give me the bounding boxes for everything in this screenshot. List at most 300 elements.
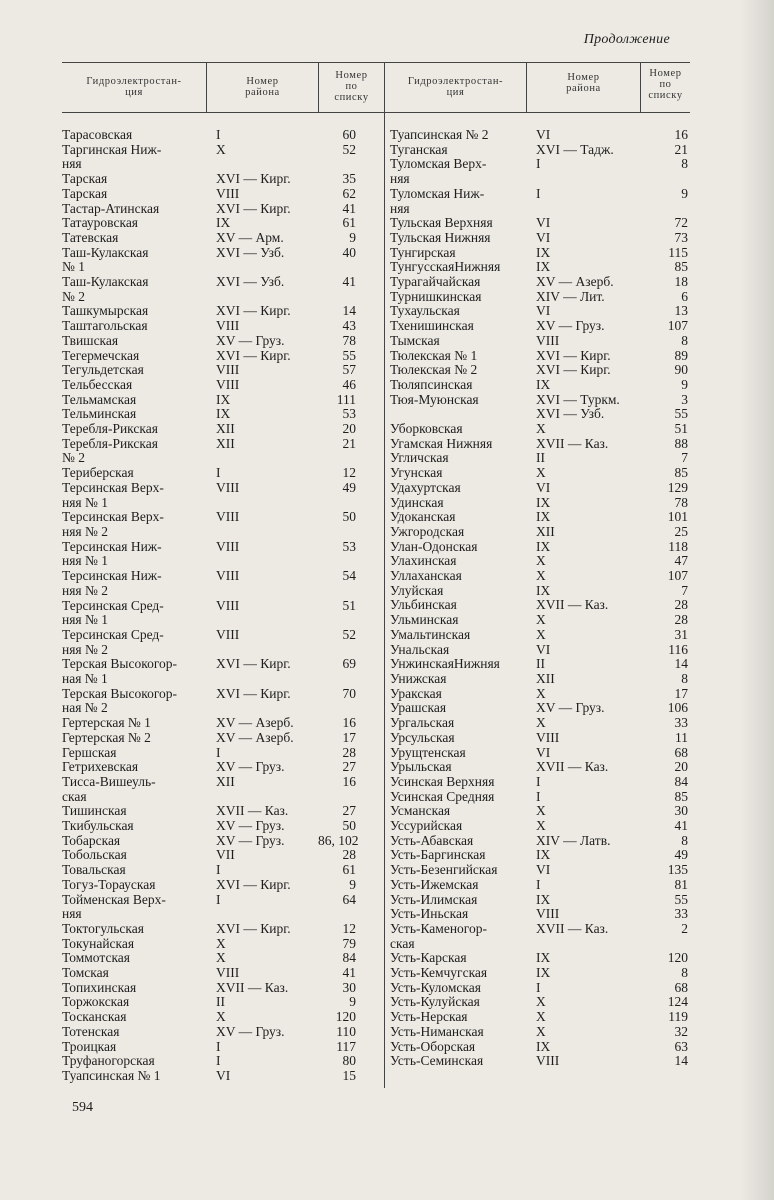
district-number: XVII — Каз. (216, 803, 289, 819)
station-name: Тосканская (62, 1009, 127, 1025)
station-name: Усть-Ижемская (390, 876, 479, 892)
table-row (390, 951, 690, 966)
table-row (390, 981, 690, 996)
district-number: VI (536, 303, 551, 319)
station-name: Тойменская Верх- няя (62, 891, 166, 922)
district-number: VIII (216, 626, 240, 642)
station-name: ТунгусскаяНижняя (390, 259, 501, 275)
table-row (62, 804, 362, 819)
list-number: 8 (681, 832, 688, 848)
district-number: XVI — Кирг. (536, 362, 611, 378)
list-number: 43 (342, 318, 356, 334)
station-name: Ульминская (390, 612, 459, 628)
table-row (62, 775, 362, 804)
district-number: X (536, 685, 546, 701)
table-row (390, 584, 690, 599)
table-row (62, 760, 362, 775)
list-number: 89 (674, 347, 688, 363)
table-row (62, 481, 362, 510)
list-number: 3 (681, 391, 688, 407)
list-number: 118 (668, 538, 688, 554)
table-row (390, 878, 690, 893)
table-row (62, 216, 362, 231)
list-number: 8 (681, 965, 688, 981)
table-row (390, 349, 690, 364)
table-row (390, 966, 690, 981)
district-number: VIII (216, 965, 240, 981)
district-number: VIII (536, 729, 560, 745)
station-name: Уборковская (390, 421, 463, 437)
table-row (390, 393, 690, 408)
station-name: Тымская (390, 332, 440, 348)
list-number: 49 (342, 479, 356, 495)
station-name: Токтогульская (62, 920, 144, 936)
district-number: VI (536, 229, 551, 245)
district-number: VIII (216, 362, 240, 378)
district-number: XVI — Туркм. (536, 391, 620, 407)
table-row (62, 378, 362, 393)
list-number: 7 (681, 582, 688, 598)
district-number: XVII — Каз. (536, 759, 609, 775)
list-number: 78 (674, 494, 688, 510)
table-row (390, 466, 690, 481)
list-number: 9 (349, 994, 356, 1010)
district-number: VI (536, 215, 551, 231)
station-name: Терсинская Верх- няя № 1 (62, 479, 164, 510)
list-number: 17 (674, 685, 688, 701)
table-row (62, 128, 362, 143)
district-number: II (536, 656, 545, 672)
district-number: IX (536, 965, 551, 981)
table-row (390, 451, 690, 466)
station-name: Тарская (62, 171, 108, 187)
station-name: Усть-Кулуйская (390, 994, 480, 1010)
station-name: Тюя-Муюнская (390, 391, 479, 407)
station-name: Гертерская № 1 (62, 715, 151, 731)
station-name: Туломская Верх- няя (390, 156, 487, 187)
station-name: Тишинская (62, 803, 127, 819)
table-row (390, 687, 690, 702)
district-number: VIII (216, 538, 240, 554)
station-name: Таш-Кулакская № 1 (62, 244, 149, 275)
list-number: 20 (342, 421, 356, 437)
table-row (390, 672, 690, 687)
district-number: XII (536, 523, 555, 539)
list-number: 14 (674, 1053, 688, 1069)
district-number: X (536, 421, 546, 437)
table-row (390, 260, 690, 275)
district-number: X (536, 715, 546, 731)
district-number: XVI — Кирг. (216, 200, 291, 216)
station-name: Угличская (390, 450, 449, 466)
district-number: XVI — Кирг. (536, 347, 611, 363)
table-row (390, 246, 690, 261)
district-number: XV — Азерб. (536, 274, 614, 290)
station-name: Троицкая (62, 1038, 117, 1054)
district-number: X (536, 612, 546, 628)
table-row (62, 1054, 362, 1069)
district-number: II (536, 450, 545, 466)
list-number: 88 (674, 435, 688, 451)
station-name: Тюляпсинская (390, 376, 473, 392)
table-row (62, 893, 362, 922)
district-number: X (536, 553, 546, 569)
district-number: X (216, 1009, 226, 1025)
station-name: Улахинская (390, 553, 457, 569)
table-row (390, 231, 690, 246)
district-number: X (536, 1009, 546, 1025)
district-number: XVI — Кирг. (216, 303, 291, 319)
table-row (62, 510, 362, 539)
station-name: Усть-Карская (390, 950, 467, 966)
list-number: 14 (674, 656, 688, 672)
station-name: Таш-Кулакская № 2 (62, 274, 149, 304)
table-row (62, 981, 362, 996)
table-row (390, 598, 690, 613)
list-number: 81 (674, 876, 688, 892)
station-name: Усманская (390, 803, 451, 819)
table-row (390, 304, 690, 319)
district-number: IX (536, 259, 551, 275)
district-number: XV — Груз. (216, 759, 285, 775)
table-row (62, 349, 362, 364)
list-number: 25 (674, 523, 688, 539)
station-name: Туганская (390, 141, 448, 157)
table-row (390, 995, 690, 1010)
district-number: XVI — Тадж. (536, 141, 614, 157)
table-row (390, 731, 690, 746)
station-name: Ульбинская (390, 597, 457, 613)
district-number: VIII (216, 479, 240, 495)
table-row (62, 172, 362, 187)
list-number: 68 (674, 744, 688, 760)
district-number: IX (536, 494, 551, 510)
list-number: 47 (674, 553, 688, 569)
table-row (62, 878, 362, 893)
list-number: 57 (342, 362, 356, 378)
district-number: I (536, 876, 541, 892)
district-number: I (536, 773, 541, 789)
station-name: Ургальская (390, 715, 455, 731)
station-name: Татевская (62, 229, 119, 245)
list-number: 85 (674, 788, 688, 804)
district-number: XVI — Кирг. (216, 876, 291, 892)
district-number: I (216, 465, 221, 481)
list-number: 61 (342, 215, 356, 231)
table-row (390, 422, 690, 437)
district-number: VIII (216, 509, 240, 525)
station-name: Турнишкинская (390, 288, 482, 304)
list-number: 78 (342, 332, 356, 348)
district-number: X (536, 803, 546, 819)
table-row (62, 231, 362, 246)
list-number: 16 (342, 773, 356, 789)
list-number: 32 (674, 1023, 688, 1039)
district-number: I (536, 185, 541, 201)
page-number: 594 (72, 1100, 93, 1115)
district-number: X (536, 994, 546, 1010)
district-number: XV — Груз. (216, 818, 285, 834)
table-row (390, 1040, 690, 1055)
district-number: VIII (536, 1053, 560, 1069)
station-name: Уссурийская (390, 818, 463, 834)
district-number: VIII (216, 568, 240, 584)
station-name: Тастар-Атинская (62, 200, 160, 216)
list-number: 41 (342, 200, 356, 216)
station-name: Турагайчайская (390, 274, 481, 290)
table-row (62, 246, 362, 275)
list-number: 69 (342, 656, 356, 672)
table-row (390, 319, 690, 334)
district-number: VIII (536, 332, 560, 348)
table-row (390, 216, 690, 231)
station-name: Териберская (62, 465, 134, 481)
list-number: 51 (342, 597, 356, 613)
station-name: Усть-Ниманская (390, 1023, 484, 1039)
list-number: 9 (349, 876, 356, 892)
list-number: 2 (681, 920, 688, 936)
list-number: 70 (342, 685, 356, 701)
station-name: Улуйская (390, 582, 444, 598)
district-number: XVI — Кирг. (216, 920, 291, 936)
list-number: 30 (342, 979, 356, 995)
table-row (390, 701, 690, 716)
district-number: VIII (216, 376, 240, 392)
list-number: 46 (342, 376, 356, 392)
station-name: Терсинская Сред- няя № 2 (62, 626, 164, 657)
station-name: Тельмамская (62, 391, 137, 407)
list-number: 107 (667, 568, 688, 584)
district-number: IX (536, 847, 551, 863)
station-name: Туапсинская № 2 (390, 127, 489, 142)
list-number: 53 (342, 406, 356, 422)
district-number: VIII (216, 318, 240, 334)
list-number: 52 (342, 626, 356, 642)
station-name: Усть-Семинская (390, 1053, 484, 1069)
list-number: 117 (336, 1038, 356, 1054)
list-number: 16 (342, 715, 356, 731)
list-number: 7 (681, 450, 688, 466)
table-row (390, 481, 690, 496)
district-number: IX (536, 376, 551, 392)
table-row (390, 378, 690, 393)
list-number: 27 (342, 759, 356, 775)
station-name: Умальтинская (390, 626, 471, 642)
station-name: Тхенишинская (390, 318, 474, 334)
table-row (62, 363, 362, 378)
list-number: 55 (342, 347, 356, 363)
station-name: Таргинская Ниж- няя (62, 141, 162, 172)
station-name: Терская Высокогор- ная № 2 (62, 685, 178, 716)
station-name: Усть-Каменогор- ская (390, 920, 488, 951)
station-name: Ташкумырская (62, 303, 149, 319)
list-number: 28 (342, 847, 356, 863)
district-number: XII (216, 421, 235, 437)
district-number: XII (536, 671, 555, 686)
station-name: Усть-Илимская (390, 891, 478, 907)
table-row (390, 407, 690, 422)
station-name: Торжокская (62, 994, 130, 1010)
station-name: Туломская Ниж- няя (390, 185, 485, 216)
district-number: X (536, 1023, 546, 1039)
list-number: 28 (342, 744, 356, 760)
station-name: Уракская (390, 685, 442, 701)
station-name: Гертерская № 2 (62, 729, 151, 745)
table-row (62, 966, 362, 981)
table-row (390, 746, 690, 761)
station-name: Топихинская (62, 979, 137, 995)
list-number: 28 (674, 597, 688, 613)
station-name: Гершская (62, 744, 117, 760)
district-number: XVII — Каз. (536, 597, 609, 613)
list-number: 21 (342, 435, 356, 451)
table-row (390, 334, 690, 349)
district-number: I (216, 862, 221, 878)
table-row (390, 893, 690, 908)
station-name: Урущтенская (390, 744, 466, 760)
header-top-rule (62, 62, 690, 63)
district-number: XIV — Латв. (536, 832, 611, 848)
page-fold-shadow (740, 0, 774, 1200)
table-row (390, 143, 690, 158)
district-number: XV — Груз. (536, 318, 605, 334)
table-row (390, 157, 690, 186)
station-name: Тогуз-Торауская (62, 876, 156, 892)
table-row (62, 863, 362, 878)
left-column (62, 128, 362, 1084)
table-row (390, 657, 690, 672)
district-number: XVI — Кирг. (216, 347, 291, 363)
table-row (390, 363, 690, 378)
list-number: 30 (674, 803, 688, 819)
district-number: XVI — Узб. (536, 406, 605, 422)
station-name: Урсульская (390, 729, 455, 745)
station-name: Теребля-Рикская (62, 421, 158, 437)
table-row (390, 613, 690, 628)
station-name: Удахуртская (390, 479, 461, 495)
table-row (62, 628, 362, 657)
district-number: VI (536, 641, 551, 657)
station-name: Терсинская Ниж- няя № 2 (62, 568, 162, 598)
station-name: Усть-Безенгийская (390, 862, 498, 878)
station-name: Токунайская (62, 935, 135, 951)
station-name: Тобольская (62, 847, 127, 863)
district-number: X (216, 950, 226, 966)
station-name: Тельминская (62, 406, 137, 422)
list-number: 84 (674, 773, 688, 789)
table-row (390, 1054, 690, 1069)
station-name: Твишская (62, 332, 119, 348)
station-name: Тунгирская (390, 244, 456, 260)
list-number: 107 (667, 318, 688, 334)
station-name: Тельбесская (62, 376, 133, 392)
station-name: Томская (62, 965, 109, 981)
table-row (62, 834, 362, 849)
list-number: 115 (668, 244, 688, 260)
station-name: Ткибульская (62, 818, 134, 834)
list-number: 35 (342, 171, 356, 187)
list-number: 63 (674, 1038, 688, 1054)
station-name: Таштагольская (62, 318, 148, 334)
table-row (390, 716, 690, 731)
header-district: Номер района (245, 76, 280, 98)
station-name: Тульская Верхняя (390, 215, 493, 231)
table-row (390, 569, 690, 584)
district-number: IX (536, 582, 551, 598)
list-number: 28 (674, 612, 688, 628)
table-row (62, 599, 362, 628)
list-number: 21 (674, 141, 688, 157)
list-number: 15 (342, 1068, 356, 1083)
list-number: 85 (674, 465, 688, 481)
list-number: 79 (342, 935, 356, 951)
list-number: 55 (674, 891, 688, 907)
station-name: Теребля-Рикская № 2 (62, 435, 158, 466)
table-row (62, 848, 362, 863)
list-number: 54 (342, 568, 356, 584)
table-row (390, 922, 690, 951)
district-number: I (216, 744, 221, 760)
table-row (390, 275, 690, 290)
station-name: Терская Высокогор- ная № 1 (62, 656, 178, 687)
station-name: Тарасовская (62, 127, 133, 142)
list-number: 20 (674, 759, 688, 775)
list-number: 14 (342, 303, 356, 319)
table-row (62, 143, 362, 172)
list-number: 111 (336, 391, 356, 407)
header-list-number: Номер по списку (334, 70, 369, 103)
district-number: XII (216, 435, 235, 451)
table-row (390, 834, 690, 849)
list-number: 84 (342, 950, 356, 966)
table-row (62, 334, 362, 349)
table-row (62, 716, 362, 731)
district-number: XII (216, 773, 235, 789)
column-divider (384, 62, 385, 1088)
table-row (62, 731, 362, 746)
list-number: 119 (668, 1009, 688, 1025)
list-number: 12 (342, 465, 356, 481)
station-name: Труфаногорская (62, 1053, 155, 1069)
table-row (390, 760, 690, 775)
table-row (62, 687, 362, 716)
table-row (390, 554, 690, 569)
district-number: IX (536, 244, 551, 260)
district-number: XV — Груз. (216, 332, 285, 348)
station-name: Удоканская (390, 509, 456, 525)
table-row (62, 657, 362, 686)
table-row (390, 510, 690, 525)
district-number: VIII (216, 185, 240, 201)
station-name: Тюлекская № 1 (390, 347, 478, 363)
station-name: Унижская (390, 671, 447, 686)
station-name: Угунская (390, 465, 443, 481)
station-name: Урашская (390, 700, 447, 716)
station-name: Урыльская (390, 759, 452, 775)
table-row (62, 319, 362, 334)
district-number: IX (536, 1038, 551, 1054)
table-row (390, 643, 690, 658)
list-number: 33 (674, 715, 688, 731)
district-number: IX (216, 391, 231, 407)
station-name: Тюлекская № 2 (390, 362, 478, 378)
district-number: VI (536, 744, 551, 760)
list-number: 41 (342, 965, 356, 981)
table-row (390, 1010, 690, 1025)
station-name: Усинская Средняя (390, 788, 495, 804)
district-number: IX (216, 406, 231, 422)
district-number: XVII — Каз. (216, 979, 289, 995)
